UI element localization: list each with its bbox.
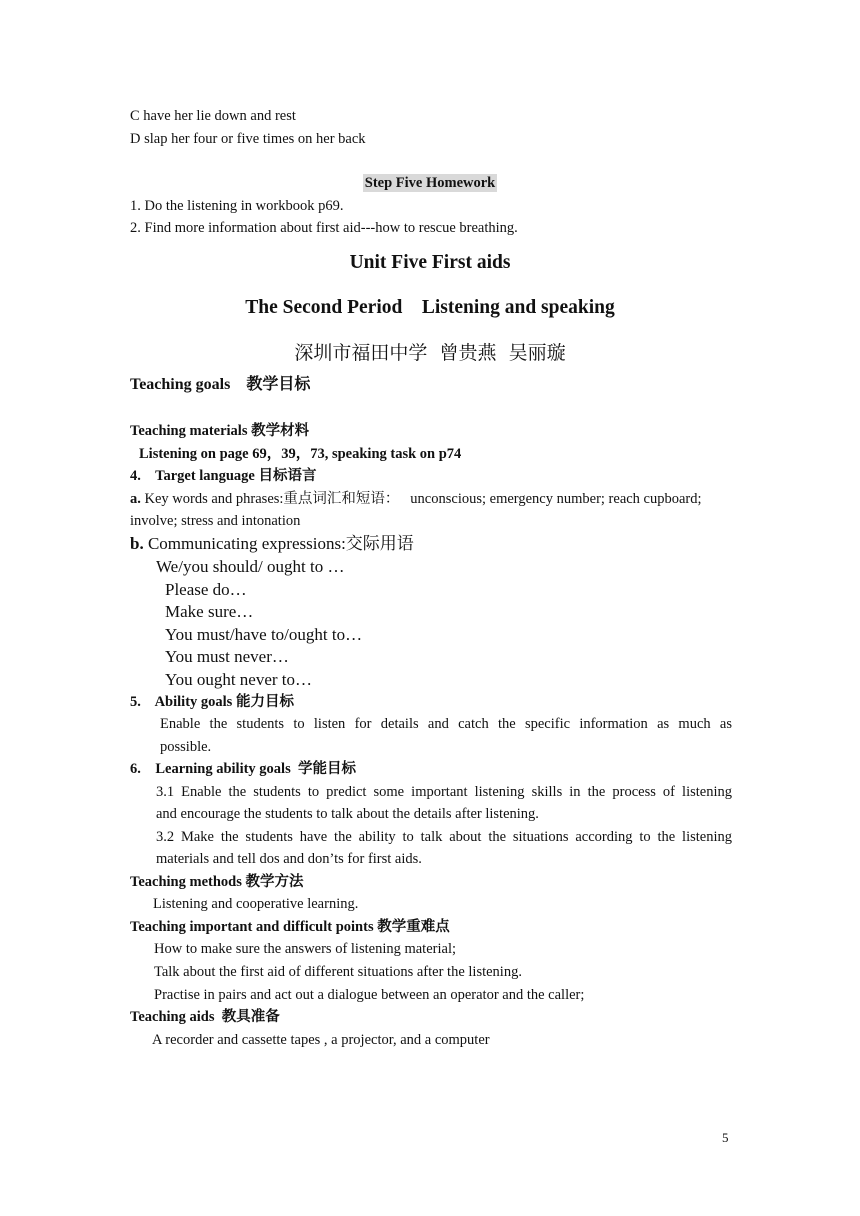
ability-goals-text: Enable the students to listen for details and catch the specific information as much as — [160, 716, 732, 732]
item-b-label: b. — [130, 534, 144, 553]
learning-goal-3-1-cont: and encourage the students to talk about the details after listening. — [156, 806, 539, 822]
learning-goal-3-2: 3.2 Make the students have the ability to talk about the situations according to the listening — [156, 829, 732, 845]
key-words-continued: involve; stress and intonation — [130, 513, 301, 529]
option-d: D slap her four or five times on her back — [130, 131, 366, 147]
expression-item: Please do… — [165, 580, 247, 599]
target-language-heading: 4. Target language 目标语言 — [130, 468, 317, 484]
period-title: The Second Period Listening and speaking — [245, 297, 615, 318]
communicating-expressions-line — [130, 533, 414, 555]
teaching-aids-heading: Teaching aids 教具准备 — [130, 1009, 280, 1025]
page-number: 5 — [722, 1130, 729, 1145]
teaching-aids-text: A recorder and cassette tapes , a projector, and a computer — [152, 1032, 490, 1048]
expression-item: We/you should/ ought to … — [156, 557, 345, 576]
ability-goals-text-cont: possible. — [160, 739, 212, 755]
communicating-expressions-text: Communicating expressions:交际用语 — [143, 534, 414, 553]
learning-goal-3-1: 3.1 Enable the students to predict some important listening skills in the process of listening — [156, 784, 732, 800]
homework-heading-text: Step Five Homework — [364, 175, 496, 191]
key-words-line — [130, 489, 702, 509]
key-words-text: Key words and phrases:重点词汇和短语： unconscious; emergency number; reach cupboard; — [140, 491, 702, 507]
authors-line: 深圳市福田中学 曾贵燕 吴丽璇 — [294, 342, 566, 364]
expression-item: Make sure… — [165, 602, 254, 621]
ability-goals-heading: 5. Ability goals 能力目标 — [130, 694, 294, 710]
homework-heading — [0, 173, 860, 193]
learning-ability-goals-heading: 6. Learning ability goals 学能目标 — [130, 761, 356, 777]
teaching-materials-text: Listening on page 69，39，73, speaking task on p74 — [139, 446, 462, 462]
teaching-goals-heading: Teaching goals 教学目标 — [130, 376, 311, 393]
teaching-materials-heading: Teaching materials 教学材料 — [130, 423, 310, 439]
option-c: C have her lie down and rest — [130, 108, 296, 124]
homework-item-1: 1. Do the listening in workbook p69. — [130, 198, 344, 214]
expression-item: You must never… — [165, 647, 289, 666]
learning-goal-3-2-cont: materials and tell dos and don’ts for first aids. — [156, 851, 422, 867]
homework-item-2: 2. Find more information about first aid---how to rescue breathing. — [130, 220, 518, 236]
expression-item: You must/have to/ought to… — [165, 625, 363, 644]
teaching-methods-heading: Teaching methods 教学方法 — [130, 874, 304, 890]
unit-title: Unit Five First aids — [349, 252, 511, 273]
important-point: Talk about the first aid of different situations after the listening. — [154, 964, 522, 980]
important-points-heading: Teaching important and difficult points 教学重难点 — [130, 919, 450, 935]
important-point: Practise in pairs and act out a dialogue between an operator and the caller; — [154, 987, 585, 1003]
important-point: How to make sure the answers of listening material; — [154, 941, 457, 957]
teaching-methods-text: Listening and cooperative learning. — [153, 896, 359, 912]
expression-item: You ought never to… — [165, 670, 313, 689]
item-a-label: a. — [130, 491, 141, 507]
